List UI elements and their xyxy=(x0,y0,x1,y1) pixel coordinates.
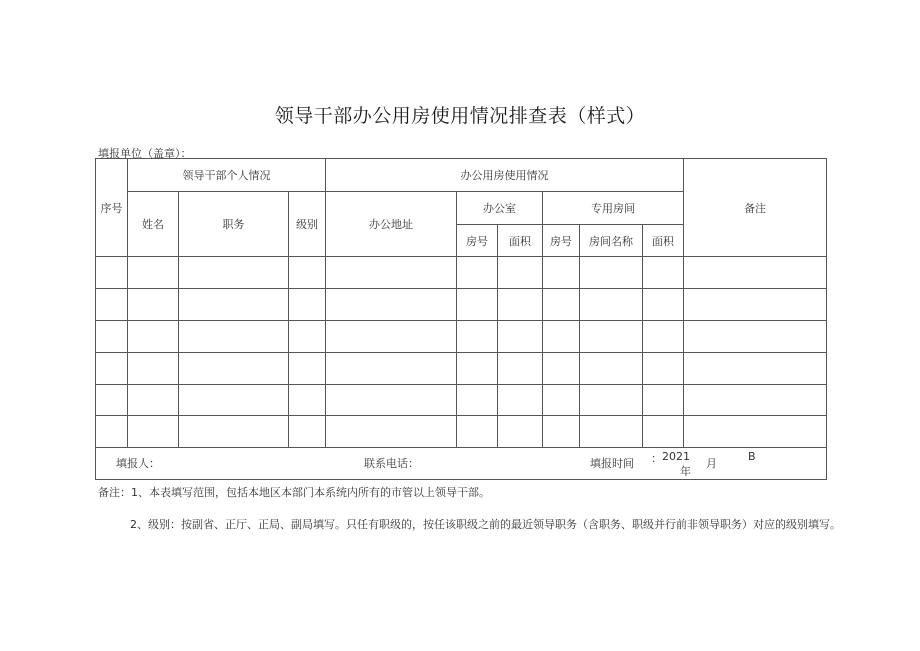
table-cell[interactable] xyxy=(457,416,498,448)
month-unit: 月 xyxy=(706,457,717,471)
table-cell[interactable] xyxy=(326,321,457,353)
table-cell[interactable] xyxy=(326,352,457,384)
table-cell[interactable] xyxy=(289,321,326,353)
table-cell[interactable] xyxy=(643,257,684,289)
table-row xyxy=(96,384,827,416)
table-cell[interactable] xyxy=(543,257,580,289)
table-cell[interactable] xyxy=(643,416,684,448)
survey-table xyxy=(95,158,827,480)
table-row xyxy=(96,416,827,448)
reporting-unit-label: 填报单位（盖章）： xyxy=(98,147,192,160)
header-rank: 级别 xyxy=(289,191,326,257)
table-cell[interactable] xyxy=(580,289,643,321)
table-cell[interactable] xyxy=(128,289,179,321)
table-cell[interactable] xyxy=(179,416,289,448)
header-position: 职务 xyxy=(179,191,289,257)
footer-row xyxy=(96,448,827,480)
table-cell[interactable] xyxy=(179,321,289,353)
table-cell[interactable] xyxy=(543,416,580,448)
note-1: 备注：1、本表填写范围，包括本地区本部门本系统内所有的市管以上领导干部。 xyxy=(98,486,490,499)
table-cell[interactable] xyxy=(457,289,498,321)
table-cell[interactable] xyxy=(643,289,684,321)
table-cell[interactable] xyxy=(96,257,128,289)
header-special-area: 面积 xyxy=(643,224,684,257)
table-cell[interactable] xyxy=(543,352,580,384)
table-cell[interactable] xyxy=(457,257,498,289)
table-cell[interactable] xyxy=(326,257,457,289)
table-cell[interactable] xyxy=(289,289,326,321)
table-cell[interactable] xyxy=(179,384,289,416)
table-cell[interactable] xyxy=(128,257,179,289)
table-cell[interactable] xyxy=(326,416,457,448)
header-seq: 序号 xyxy=(96,159,128,257)
table-cell[interactable] xyxy=(643,321,684,353)
table-cell[interactable] xyxy=(580,257,643,289)
header-name: 姓名 xyxy=(128,191,179,257)
day-unit: B xyxy=(748,450,756,464)
header-special-group: 专用房间 xyxy=(543,191,684,224)
header-office-room-no: 房号 xyxy=(457,224,498,257)
table-cell[interactable] xyxy=(96,321,128,353)
table-cell[interactable] xyxy=(543,384,580,416)
table-cell[interactable] xyxy=(498,257,543,289)
table-cell[interactable] xyxy=(96,384,128,416)
table-cell[interactable] xyxy=(580,352,643,384)
table-cell[interactable] xyxy=(326,289,457,321)
footer-cell xyxy=(96,448,827,480)
table-cell[interactable] xyxy=(498,384,543,416)
table-cell[interactable] xyxy=(580,416,643,448)
table-cell[interactable] xyxy=(580,321,643,353)
header-personal-group: 领导干部个人情况 xyxy=(128,159,326,192)
table-cell[interactable] xyxy=(96,416,128,448)
table-cell[interactable] xyxy=(684,352,827,384)
table-cell[interactable] xyxy=(289,416,326,448)
table-cell[interactable] xyxy=(684,321,827,353)
header-address: 办公地址 xyxy=(326,191,457,257)
table-row xyxy=(96,321,827,353)
table-cell[interactable] xyxy=(179,257,289,289)
table-cell[interactable] xyxy=(684,289,827,321)
date-colon: ： xyxy=(651,452,662,466)
table-cell[interactable] xyxy=(543,289,580,321)
note-2: 2、级别：按副省、正厅、正局、副局填写。只任有职级的，按任该职级之前的最近领导职务（含职务、职级并行前非领导职务）对应的级别填写。 xyxy=(130,518,841,531)
header-remarks: 备注 xyxy=(684,159,827,257)
page-title: 领导干部办公用房使用情况排查表（样式） xyxy=(274,105,646,127)
header-office-group: 办公室 xyxy=(457,191,543,224)
table-cell[interactable] xyxy=(179,289,289,321)
table-cell[interactable] xyxy=(96,352,128,384)
table-cell[interactable] xyxy=(498,416,543,448)
table-cell[interactable] xyxy=(498,289,543,321)
table-row xyxy=(96,352,827,384)
table-cell[interactable] xyxy=(498,321,543,353)
table-cell[interactable] xyxy=(543,321,580,353)
header-office-area: 面积 xyxy=(498,224,543,257)
table-cell[interactable] xyxy=(96,289,128,321)
table-cell[interactable] xyxy=(457,384,498,416)
table-cell[interactable] xyxy=(580,384,643,416)
phone-label: 联系电话： xyxy=(364,457,419,471)
table-row xyxy=(96,289,827,321)
header-special-room-no: 房号 xyxy=(543,224,580,257)
year-unit: 年 xyxy=(680,465,691,479)
table-cell[interactable] xyxy=(457,321,498,353)
table-cell[interactable] xyxy=(326,384,457,416)
filler-label: 填报人： xyxy=(116,457,160,471)
table-cell[interactable] xyxy=(457,352,498,384)
table-cell[interactable] xyxy=(289,257,326,289)
table-cell[interactable] xyxy=(128,416,179,448)
table-cell[interactable] xyxy=(684,416,827,448)
table-cell[interactable] xyxy=(684,257,827,289)
table-cell[interactable] xyxy=(128,352,179,384)
table-cell[interactable] xyxy=(128,321,179,353)
date-label: 填报时间 xyxy=(590,457,634,471)
year-value: 2021 xyxy=(662,450,690,464)
table-cell[interactable] xyxy=(289,352,326,384)
header-usage-group: 办公用房使用情况 xyxy=(326,159,684,192)
table-cell[interactable] xyxy=(643,384,684,416)
table-row xyxy=(96,257,827,289)
header-special-room-name: 房间名称 xyxy=(580,224,643,257)
table-cell[interactable] xyxy=(179,352,289,384)
table-cell[interactable] xyxy=(128,384,179,416)
table-cell[interactable] xyxy=(684,384,827,416)
table-cell[interactable] xyxy=(643,352,684,384)
table-cell[interactable] xyxy=(498,352,543,384)
table-cell[interactable] xyxy=(289,384,326,416)
